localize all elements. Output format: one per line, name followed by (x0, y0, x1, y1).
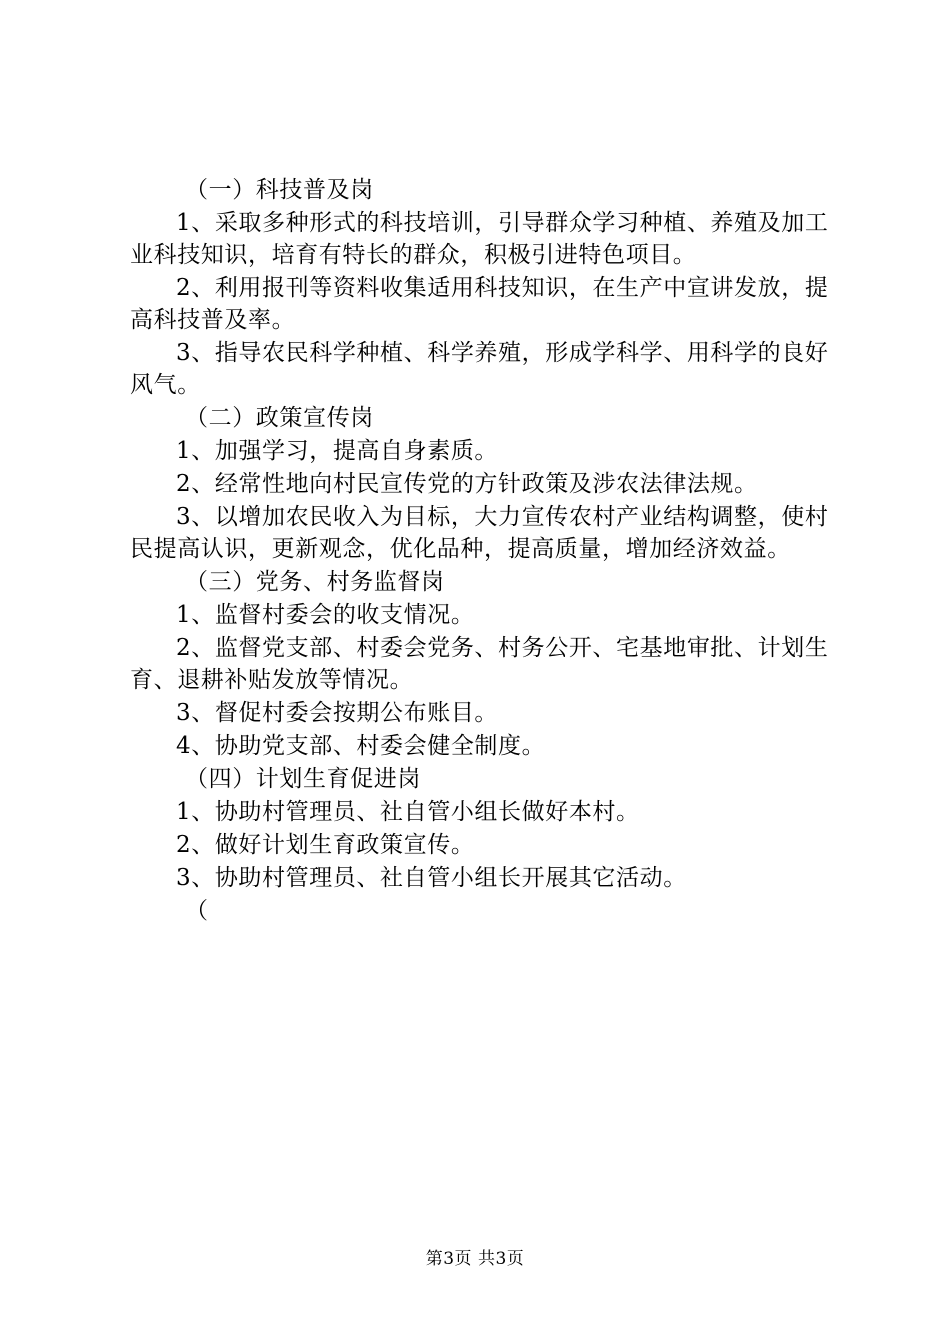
paragraph: 3、指导农民科学种植、科学养殖，形成学科学、用科学的良好风气。 (130, 340, 829, 398)
paragraph: 2、监督党支部、村委会党务、村务公开、宅基地审批、计划生育、退耕补贴发放等情况。 (130, 635, 829, 693)
section-heading-3: （三）党务、村务监督岗 (185, 569, 445, 595)
page-number-footer: 第3页 共3页 (425, 1249, 525, 1269)
section-heading-2: （二）政策宣传岗 (185, 405, 374, 431)
paragraph: 3、协助村管理员、社自管小组长开展其它活动。 (176, 865, 687, 891)
section-heading-4: （四）计划生育促进岗 (185, 766, 421, 792)
paragraph: 4、协助党支部、村委会健全制度。 (176, 733, 546, 759)
paragraph: 1、协助村管理员、社自管小组长做好本村。 (176, 799, 640, 825)
paragraph: 2、利用报刊等资料收集适用科技知识，在生产中宣讲发放，提高科技普及率。 (130, 275, 829, 333)
section-heading-5-truncated: （ (185, 898, 209, 924)
section-heading-1: （一）科技普及岗 (185, 177, 374, 203)
paragraph: 3、以增加农民收入为目标，大力宣传农村产业结构调整，使村民提高认识，更新观念，优化品种，提高质量，增加经济效益。 (130, 504, 829, 562)
paragraph: 1、监督村委会的收支情况。 (176, 602, 475, 628)
document-body (130, 174, 830, 928)
paragraph: 1、加强学习，提高自身素质。 (176, 438, 499, 464)
paragraph: 2、经常性地向村民宣传党的方针政策及涉农法律法规。 (176, 471, 758, 497)
paragraph: 2、做好计划生育政策宣传。 (176, 832, 475, 858)
paragraph: 1、采取多种形式的科技培训，引导群众学习种植、养殖及加工业科技知识，培育有特长的群众，积极引进特色项目。 (130, 210, 829, 268)
paragraph: 3、督促村委会按期公布账目。 (176, 700, 499, 726)
